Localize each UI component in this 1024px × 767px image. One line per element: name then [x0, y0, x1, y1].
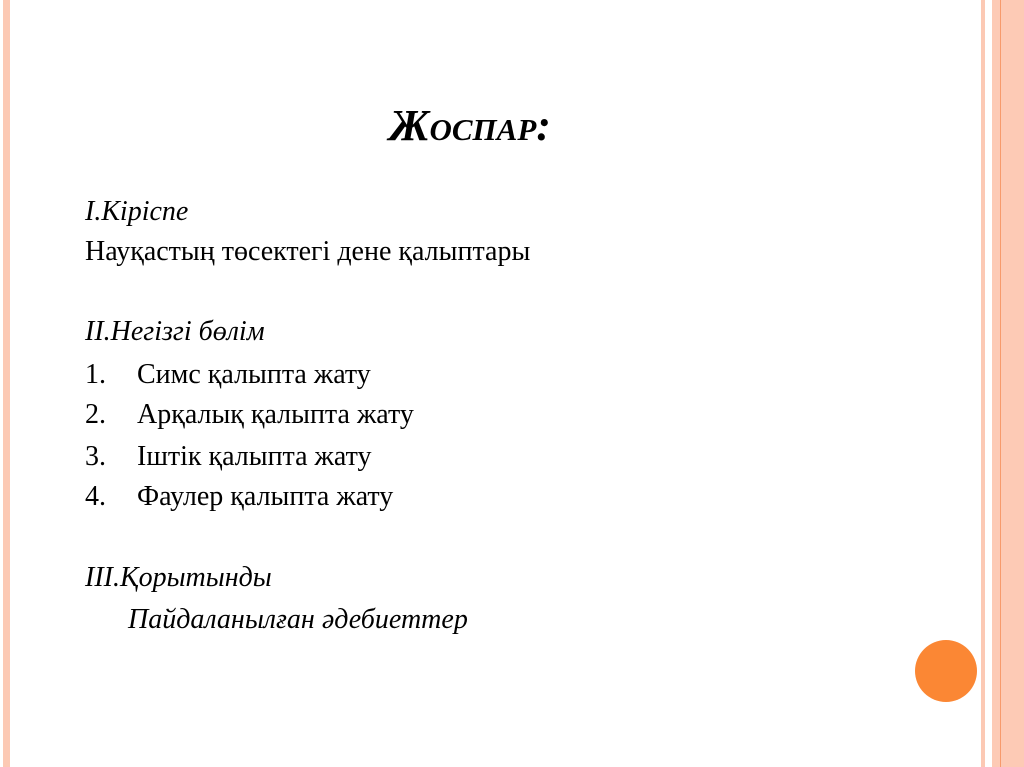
list-number: 3.: [85, 441, 106, 472]
intro-item: Науқастың төсектегі дене қалыптары: [85, 236, 531, 267]
list-text: Арқалық қалыпта жату: [137, 399, 414, 430]
list-text: Іштік қалыпта жату: [137, 441, 372, 472]
list-item: [85, 358, 371, 392]
right-stripe-thin: [981, 0, 985, 767]
list-number: 4.: [85, 481, 106, 512]
list-item: [85, 398, 414, 432]
list-text: Фаулер қалыпта жату: [137, 481, 394, 512]
list-text: Симс қалыпта жату: [137, 359, 371, 390]
right-stripe-band: [992, 0, 1024, 767]
list-number: 2.: [85, 399, 106, 430]
list-item: [85, 480, 393, 514]
right-stripe-line: [1000, 0, 1001, 767]
section-heading-intro: I.Кіріспе: [85, 196, 189, 227]
decorative-circle: [915, 640, 977, 702]
list-number: 1.: [85, 359, 106, 390]
section-heading-main: II.Негізгі бөлім: [85, 316, 265, 347]
slide-title: Жоспар:: [389, 101, 551, 150]
section-heading-conclusion: III.Қорытынды: [85, 562, 272, 593]
references-item: Пайдаланылған әдебиеттер: [128, 604, 468, 635]
list-item: [85, 440, 371, 474]
